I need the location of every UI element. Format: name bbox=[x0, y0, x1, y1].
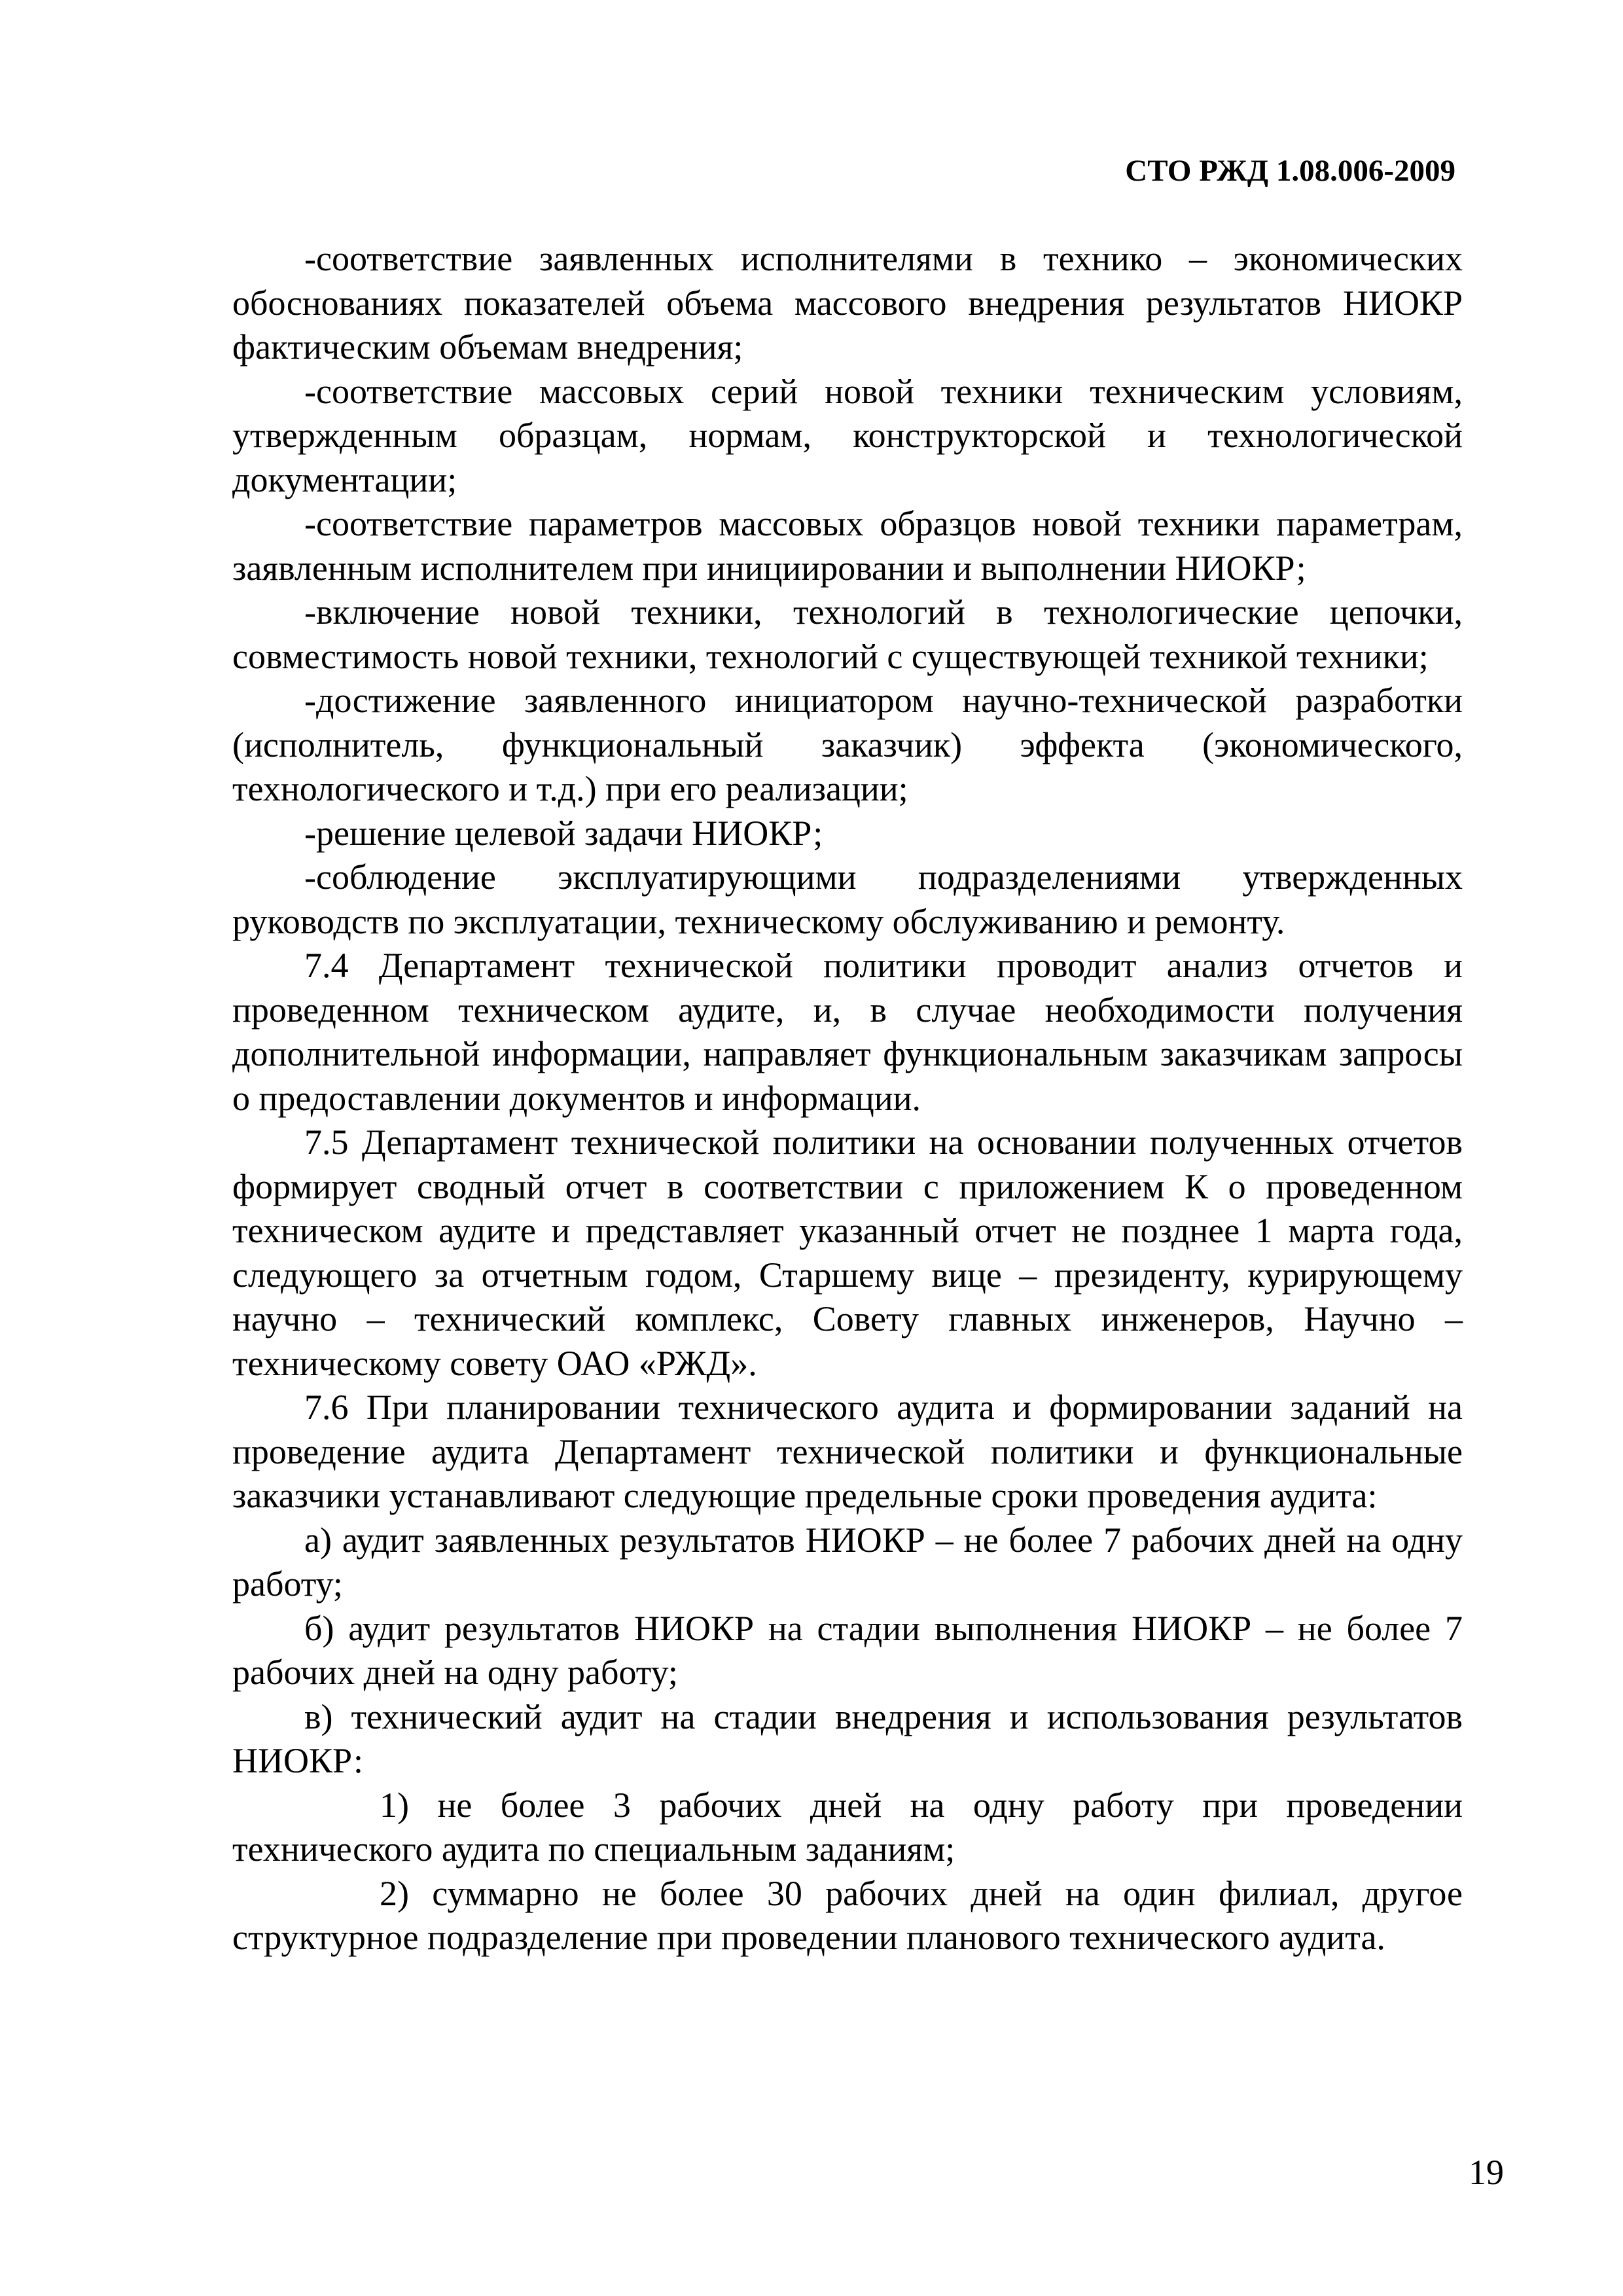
paragraph: -соблюдение эксплуатирующими подразделениями утвержденных руководств по эксплуатации, техническому обслуживанию и ремонту. bbox=[232, 857, 1463, 941]
list-item-a: а) аудит заявленных результатов НИОКР – не более 7 рабочих дней на одну работу; bbox=[232, 1520, 1463, 1604]
sub-list-item-2: 2) суммарно не более 30 рабочих дней на один филиал, другое структурное подразделение при проведении планового технического аудита. bbox=[232, 1873, 1463, 1957]
paragraph: -соответствие заявленных исполнителями в технико – экономических обоснованиях показателей объема массового внедрения результатов НИОКР фактическим объемам внедрения; bbox=[232, 239, 1463, 367]
list-item-v: в) технический аудит на стадии внедрения и использования результатов НИОКР: bbox=[232, 1696, 1463, 1780]
paragraph: -соответствие массовых серий новой техники техническим условиям, утвержденным образцам, нормам, конструкторской и технологической документации; bbox=[232, 371, 1463, 499]
document-body bbox=[232, 237, 1463, 1960]
paragraph: -включение новой техники, технологий в технологические цепочки, совместимость новой техники, технологий с существующей техникой техники; bbox=[232, 592, 1463, 676]
sub-list-item-1: 1) не более 3 рабочих дней на одну работу при проведении технического аудита по специальным заданиям; bbox=[232, 1785, 1463, 1869]
paragraph-7-4: 7.4 Департамент технической политики проводит анализ отчетов и проведенном техническом аудите, и, в случае необходимости получения дополнительной информации, направляет функциональным заказчикам запросы о предоставлении документов и информации. bbox=[232, 946, 1463, 1118]
list-item-b: б) аудит результатов НИОКР на стадии выполнения НИОКР – не более 7 рабочих дней на одну работу; bbox=[232, 1608, 1463, 1692]
document-code-header: СТО РЖД 1.08.006-2009 bbox=[1125, 154, 1455, 188]
paragraph-7-5: 7.5 Департамент технической политики на основании полученных отчетов формирует сводный отчет в соответствии с приложением К о проведенном техническом аудите и представляет указанный отчет не позднее 1 марта года, следующего за отчетным годом, Старшему вице – президенту, курирующему научно – технический комплекс, Совету главных инженеров, Научно – техническому совету ОАО «РЖД». bbox=[232, 1122, 1463, 1383]
paragraph: -соответствие параметров массовых образцов новой техники параметрам, заявленным исполнителем при инициировании и выполнении НИОКР; bbox=[232, 504, 1463, 588]
paragraph-7-6: 7.6 При планировании технического аудита и формировании заданий на проведение аудита Департамент технической политики и функциональные заказчики устанавливают следующие предельные сроки проведения аудита: bbox=[232, 1388, 1463, 1515]
paragraph: -решение целевой задачи НИОКР; bbox=[304, 813, 823, 853]
page-number: 19 bbox=[1469, 2153, 1504, 2192]
paragraph: -достижение заявленного инициатором научно-технической разработки (исполнитель, функциональный заказчик) эффекта (экономического, технологического и т.д.) при его реализации; bbox=[232, 681, 1463, 808]
